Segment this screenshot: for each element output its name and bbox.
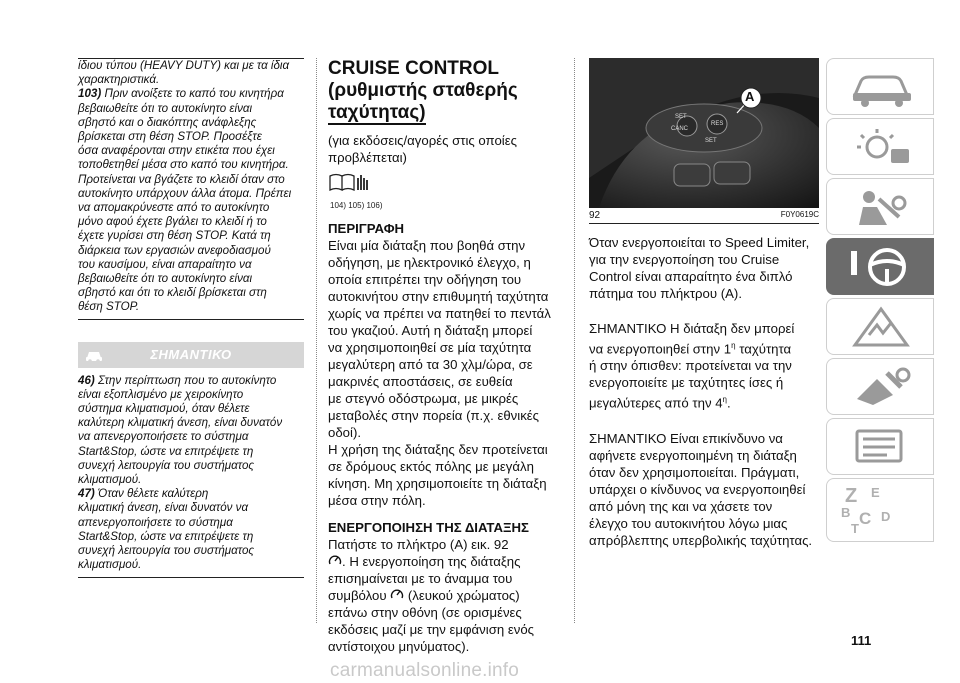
- text-line: Πριν ανοίξετε το καπό του κινητήρα: [101, 87, 284, 101]
- text-line: να ενεργοποιηθεί στην 1: [589, 341, 732, 357]
- warning-car-icon: [84, 346, 104, 364]
- column-middle: [328, 58, 552, 655]
- index-letter: D: [881, 509, 891, 524]
- safety-icon: [847, 185, 917, 229]
- text-line: έχετε γυρίσει στη θέση STOP. Κατά τη: [78, 229, 271, 243]
- cruise-control-icon: [390, 588, 404, 600]
- text-line: (λευκού χρώματος): [404, 588, 520, 603]
- manual-book-icon: [328, 172, 372, 192]
- tab-technical-data[interactable]: [826, 418, 934, 475]
- index-letter: T: [851, 521, 859, 536]
- text-line: να χρησιμοποιηθεί σε μία ταχύτητα: [328, 340, 532, 355]
- text-line: επισημαίνεται με το άναμμα του: [328, 571, 513, 586]
- tab-car-info[interactable]: [826, 58, 934, 115]
- button-label: SET: [705, 138, 717, 144]
- text-line: για την ενεργοποίηση του Cruise: [589, 252, 780, 267]
- index-letter: E: [871, 485, 880, 500]
- text-line: . Η ενεργοποίηση της διάταξης: [342, 554, 521, 569]
- text-line-with-icon: [328, 553, 552, 570]
- superscript: η: [731, 341, 736, 350]
- text-line: να απενεργοποιήσετε το σύστημα: [78, 430, 249, 444]
- text-line: αντίστοιχου μηνύματος).: [328, 639, 470, 654]
- text-line: όσα αναφέρονται στην ετικέτα που έχει: [78, 144, 275, 158]
- tab-maintenance[interactable]: [826, 358, 934, 415]
- warning-header: [78, 342, 304, 368]
- subtitle-line: προβλέπεται): [328, 150, 407, 165]
- section-title: CRUISE CONTROL: [328, 58, 499, 79]
- warning-title: ΣΗΜΑΝΤΙΚΟ: [150, 347, 232, 363]
- text-line: μεγαλύτερη από τα 30 χλμ/ώρα, σε: [328, 357, 533, 372]
- text-line: συνεχή λειτουργία του συστήματος: [78, 458, 255, 472]
- text-line: μόνο αφού έχετε βγάλει το κλειδί ή το: [78, 215, 267, 229]
- subtitle-line: (για εκδόσεις/αγορές στις οποίες: [328, 133, 517, 148]
- text-line: θέση STOP.: [78, 300, 140, 314]
- figure-code: F0Y0619C: [780, 210, 819, 219]
- text-line: Control είναι απαραίτητο ένα διπλό: [589, 269, 793, 284]
- button-label: CANC: [671, 126, 689, 132]
- index-icon: [841, 485, 901, 535]
- text-line: οδήγηση, με ηλεκτρονικό έλεγχο, η: [328, 255, 531, 270]
- divider: [589, 223, 819, 224]
- activation-heading: ΕΝΕΡΓΟΠΟΙΗΣΗ ΤΗΣ ΔΙΑΤΑΞΗΣ: [328, 520, 529, 535]
- watermark: carmanualsonline.info: [330, 660, 520, 681]
- cruise-control-icon: [328, 554, 342, 566]
- text-line: Όταν θέλετε καλύτερη: [94, 487, 209, 501]
- tab-index[interactable]: [826, 478, 934, 542]
- text-line: ίδιου τύπου (HEAVY DUTY) και με τα ίδια: [78, 59, 290, 72]
- divider: [78, 319, 304, 320]
- text-line: κίνηση. Μη χρησιμοποιείτε τη διάταξη: [328, 476, 547, 491]
- text-line: να απομακρύνεστε από το αυτοκίνητο: [78, 201, 270, 215]
- text-line: βεβαιωθείτε ότι το αυτοκίνητο είναι: [78, 101, 253, 115]
- text-line: συμβόλου: [328, 588, 387, 603]
- text-line: απενεργοποιήσετε το σύστημα: [78, 515, 233, 529]
- tab-emergency[interactable]: [826, 298, 934, 355]
- divider: [78, 577, 304, 578]
- reference-notes: 104) 105) 106): [330, 201, 383, 210]
- text-line: οδοί).: [328, 425, 361, 440]
- text-line: επάνω στην οθόνη (σε ορισμένες: [328, 605, 522, 620]
- text-line: ΣΗΜΑΝΤΙΚΟ Η διάταξη δεν μπορεί: [589, 321, 795, 336]
- text-line: αυτοκίνητο υπάρχουν άλλα άτομα. Πρέπει: [78, 186, 292, 200]
- index-letter: Z: [845, 485, 858, 507]
- text-line: από μόνη της και να χάσετε τον: [589, 498, 773, 514]
- section-title-line: ταχύτητας): [328, 102, 426, 123]
- maintenance-icon: [847, 365, 917, 409]
- text-line: ταχύτητα: [735, 341, 792, 357]
- warning-body: [78, 374, 304, 578]
- column-left: [78, 58, 304, 578]
- note-46: [78, 374, 304, 388]
- chapter-tabs: [826, 58, 934, 545]
- text-line: κλιματισμού.: [78, 473, 142, 487]
- text-line: οποία επιτρέπει την οδήγηση του: [328, 272, 522, 287]
- column-right: [589, 58, 819, 549]
- figure-caption: [589, 210, 819, 221]
- text-line: κλιματισμού.: [78, 558, 142, 572]
- text-line: πάτημα του πλήκτρου (A).: [589, 286, 742, 301]
- text-line: έλεγχο του αυτοκινήτου λόγω μιας: [589, 515, 788, 531]
- figure-number: 92: [589, 210, 601, 221]
- note-number: 103): [78, 87, 102, 101]
- text-line: Στην περίπτωση που το αυτοκίνητο: [94, 373, 277, 387]
- text-line: συνεχή λειτουργία του συστήματος: [78, 544, 255, 558]
- text-line-sup: [589, 391, 819, 411]
- text-line: χαρακτηριστικά.: [78, 73, 160, 87]
- note-103: [78, 87, 304, 101]
- text-line: κλιματική άνεση, είναι δυνατόν να: [78, 501, 249, 515]
- technical-data-icon: [847, 425, 917, 469]
- column-separator: [316, 58, 317, 623]
- index-letter: B: [841, 505, 851, 520]
- text-line: βεβαιωθείτε ότι το αυτοκίνητο είναι: [78, 272, 253, 286]
- text-line: μεταβολές στην πορεία (π.χ. εθνικές: [328, 408, 540, 423]
- text-line: Start&Stop, ώστε να επιτρέψετε τη: [78, 529, 254, 543]
- text-line: μέσα στην πόλη.: [328, 493, 426, 508]
- text-line: αυτοκινήτου στην επιθυμητή ταχύτητα: [328, 289, 549, 304]
- text-line: διάρκεια των εργασιών ανεφοδιασμού: [78, 243, 271, 257]
- page-number: 111: [851, 633, 872, 648]
- callout-marker: A: [745, 89, 755, 104]
- text-line: σύστημα κλιματισμού, όταν θέλετε: [78, 402, 250, 416]
- column-separator: [574, 58, 575, 623]
- index-letter: C: [859, 509, 872, 528]
- text-line-with-icon: [328, 587, 552, 604]
- emergency-icon: [847, 305, 917, 349]
- text-line: Προτείνεται να βγάζετε το κλειδί όταν στο: [78, 172, 285, 186]
- text-line: μακρινές αποστάσεις, σε ευθεία: [328, 374, 513, 389]
- button-label: SET: [675, 114, 687, 120]
- text-line: όταν δεν χρησιμοποιείται. Πράγματι,: [589, 464, 800, 480]
- note-47: [78, 487, 304, 501]
- text-line: χωρίς να πρέπει να πατηθεί το πεντάλ: [328, 306, 551, 321]
- text-line-sup: [589, 337, 819, 357]
- tab-warning-lights[interactable]: [826, 118, 934, 175]
- text-line: Η χρήση της διάταξης δεν προτείνεται: [328, 442, 548, 457]
- text-line: σβηστό και ότι το κλειδί βρίσκεται στη: [78, 286, 267, 300]
- text-line: ΣΗΜΑΝΤΙΚΟ Είναι επικίνδυνο να: [589, 430, 783, 446]
- note-number: 46): [78, 373, 95, 387]
- text-line: με στεγνό οδόστρωμα, με μικρές: [328, 391, 519, 406]
- steering-wheel-icon: [847, 245, 917, 289]
- text-line: Όταν ενεργοποιείται το Speed Limiter,: [589, 235, 810, 250]
- description-heading: ΠΕΡΙΓΡΑΦΗ: [328, 221, 405, 236]
- text-line: υπάρχει ο κίνδυνος να ενεργοποιηθεί: [589, 481, 806, 497]
- text-line: σβηστό και ο διακόπτης ανάφλεξης: [78, 115, 257, 129]
- steering-wheel-photo: [589, 58, 819, 208]
- text-line: τοποθετηθεί μέσα στο καπό του κινητήρα.: [78, 158, 289, 172]
- text-line: Πατήστε το πλήκτρο (A) εικ. 92: [328, 537, 509, 552]
- steering-wheel-controls-image: [589, 58, 819, 208]
- section-title-line: (ρυθμιστής σταθερής: [328, 80, 518, 101]
- text-line: ή στην όπισθεν: προτείνεται να την: [589, 358, 792, 374]
- text-line: εκδόσεις μαζί με την εμφάνιση ενός: [328, 622, 535, 637]
- warning-lights-icon: [847, 125, 917, 169]
- tab-safety[interactable]: [826, 178, 934, 235]
- button-label: RES: [711, 121, 724, 127]
- text-line: Είναι μία διάταξη που βοηθά στην: [328, 238, 526, 253]
- text-line: απρόβλεπτης υπερβολικής ταχύτητας.: [589, 532, 813, 548]
- text-line: ενεργοποιείτε με ταχύτητες ίσες ή: [589, 375, 784, 391]
- text-line: σε δρόμους εκτός πόλης με μεγάλη: [328, 459, 534, 474]
- tab-starting-driving[interactable]: [826, 238, 934, 295]
- text-line: αφήνετε ενεργοποιημένη τη διάταξη: [589, 447, 797, 463]
- text-line: Start&Stop, ώστε να επιτρέψετε τη: [78, 444, 254, 458]
- superscript: η: [722, 395, 727, 405]
- text-line: βρίσκεται στη θέση STOP. Προσέξτε: [78, 130, 262, 144]
- text-line: μεγαλύτερες από την 4: [589, 395, 723, 411]
- note-number: 47): [78, 487, 95, 501]
- text-line: του καυσίμου, είναι απαραίτητο να: [78, 257, 252, 271]
- text-line: καλύτερη κλιματική άνεση, είναι δυνατόν: [78, 416, 283, 430]
- car-info-icon: [847, 65, 917, 109]
- text-line: .: [726, 395, 731, 411]
- text-line: είναι εξοπλισμένο με χειροκίνητο: [78, 387, 244, 401]
- text-line: του γκαζιού. Αυτή η διάταξη μπορεί: [328, 323, 533, 338]
